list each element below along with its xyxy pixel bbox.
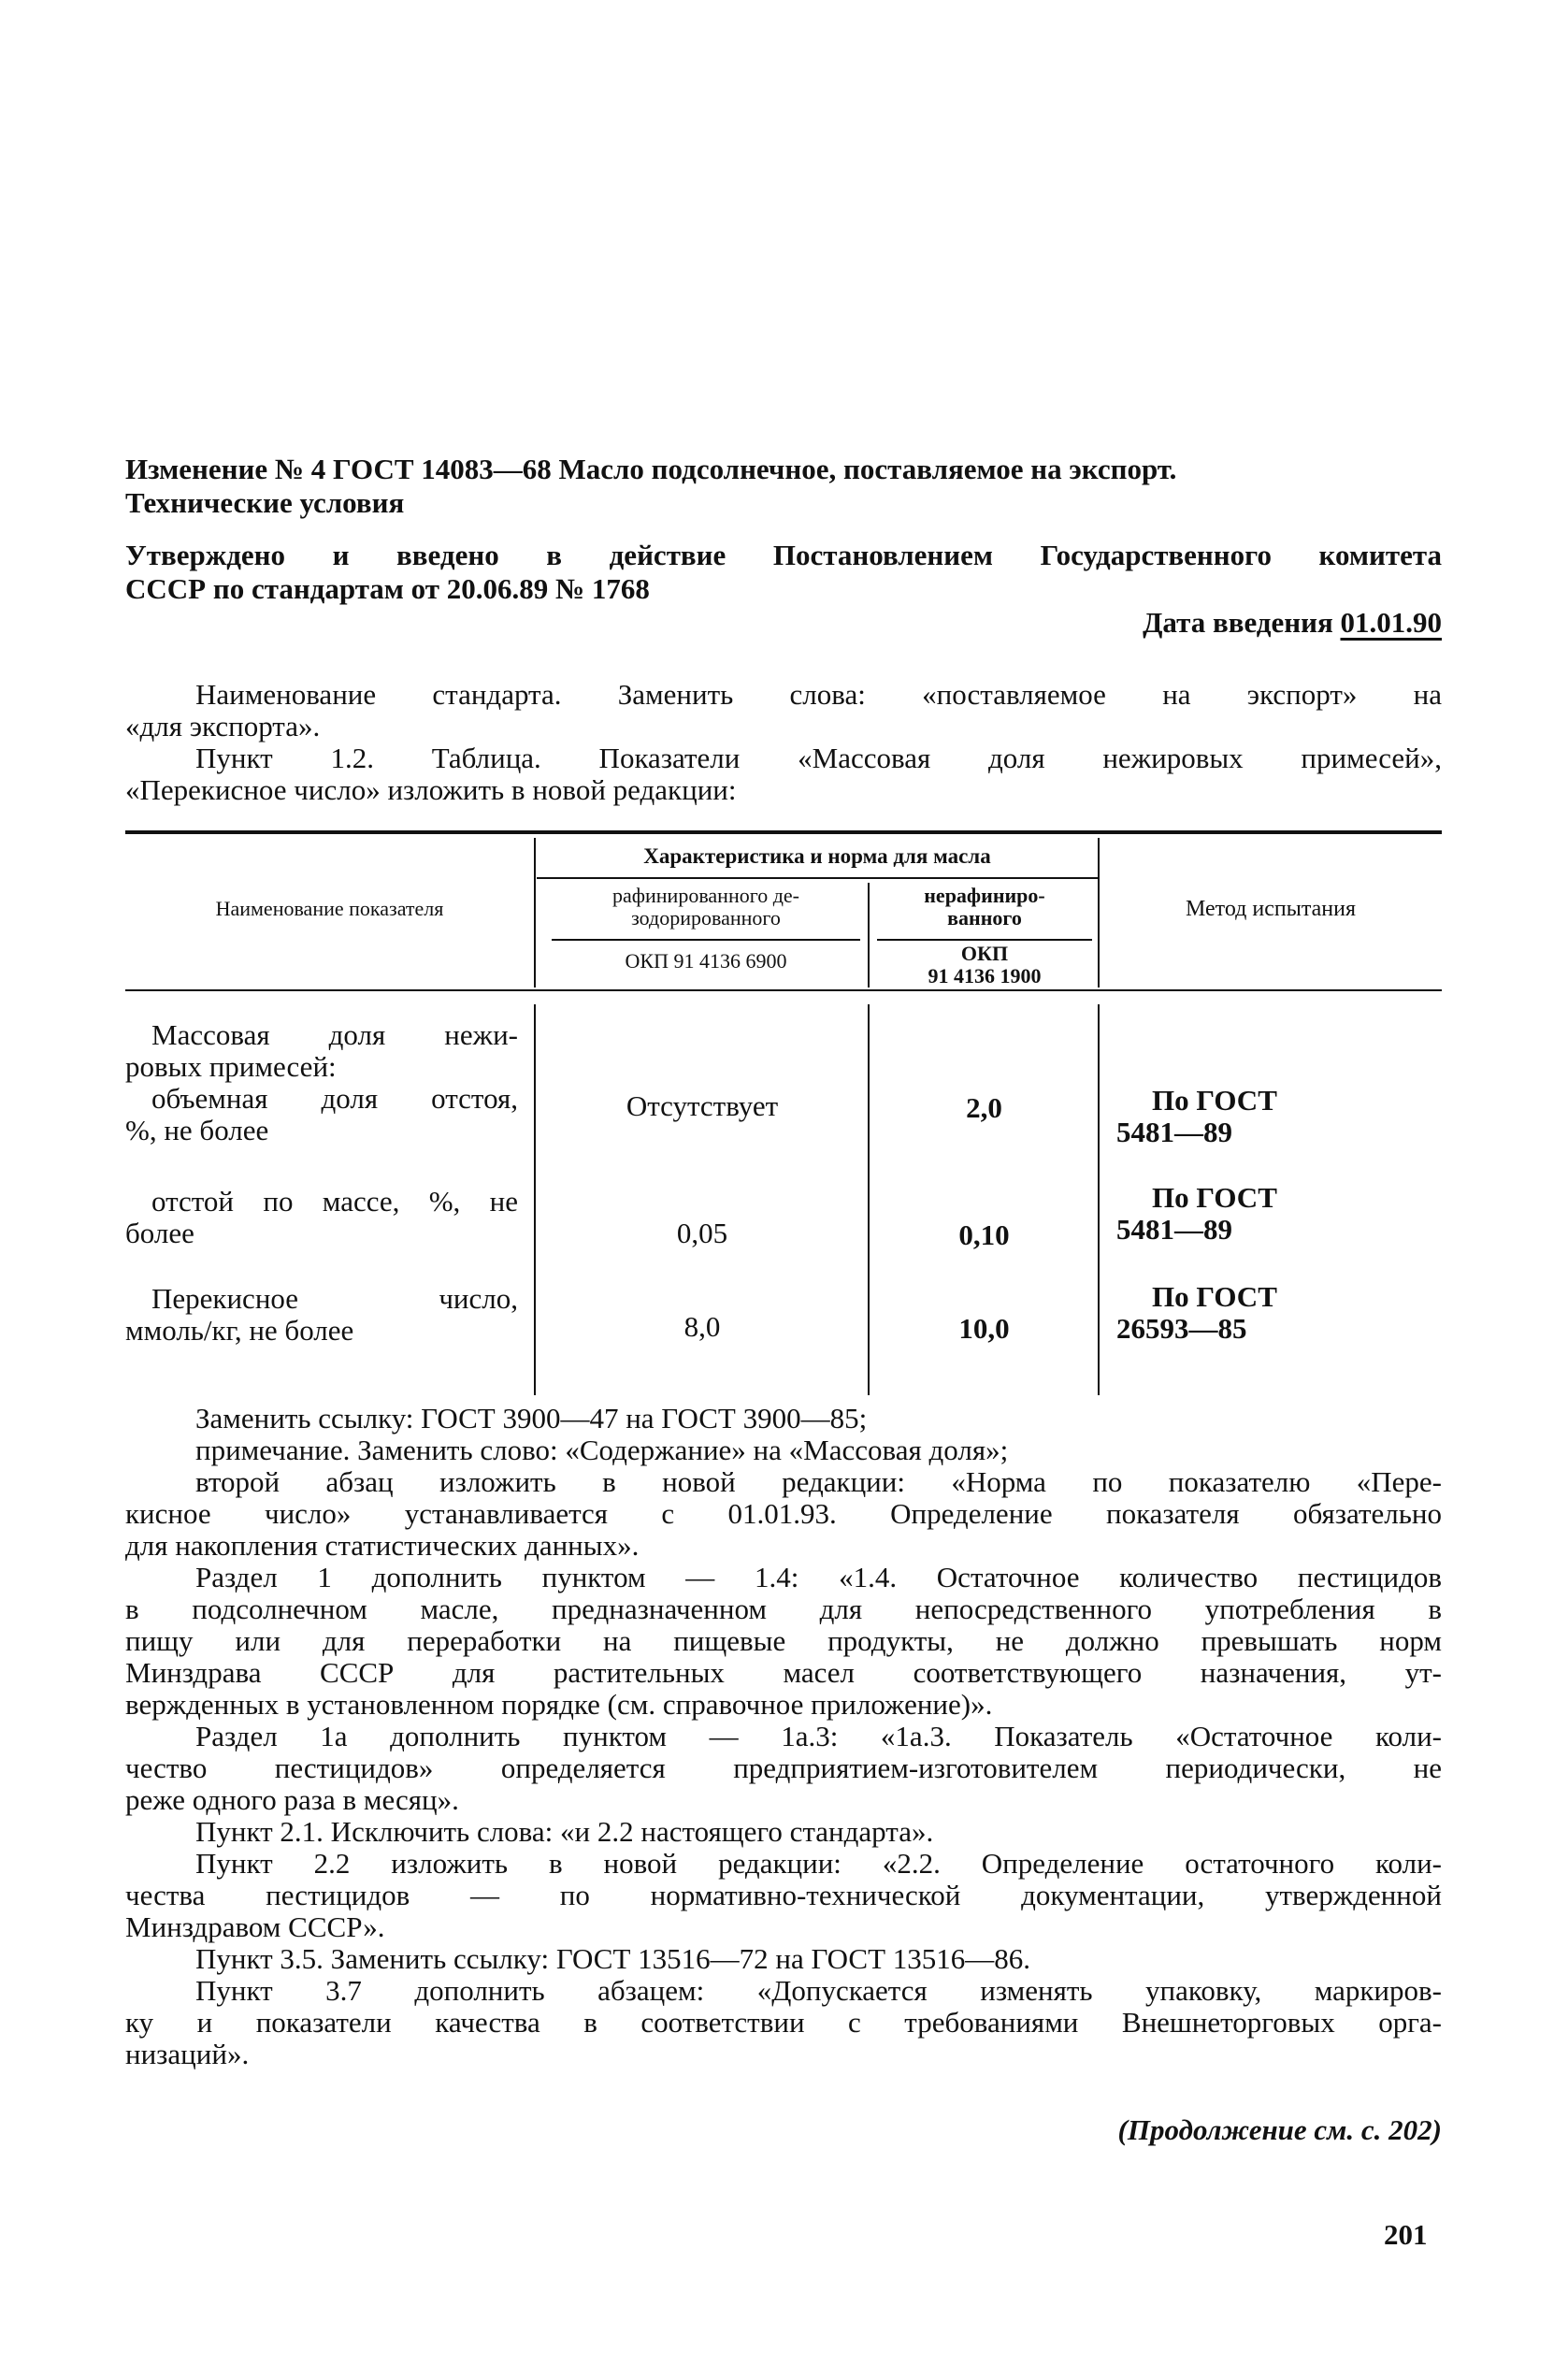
amendment-text-line: чества пестицидов — по нормативно-технической документации, утвержденной [125, 1879, 1442, 1911]
table-row-3-refined: 8,0 [683, 1310, 721, 1343]
refined-okp-rule [552, 939, 860, 941]
method-line: По ГОСТ [1152, 1280, 1277, 1313]
row-name-line: Перекисное число, [151, 1282, 518, 1315]
body-divider-2 [868, 1004, 870, 1395]
table-row-1-name [125, 1083, 518, 1146]
table-row-2-method [1116, 1182, 1434, 1246]
table-row-2-unrefined: 0,10 [958, 1218, 1010, 1251]
amendment-text-line: Заменить ссылку: ГОСТ 3900—47 на ГОСТ 3900—85; [195, 1402, 868, 1434]
header-divider-1 [534, 838, 536, 987]
intro-paragraphs [125, 679, 1442, 806]
row-name-line: ровых примесей: [125, 1050, 337, 1083]
body-divider-1 [534, 1004, 536, 1395]
table-header-rule [125, 989, 1442, 991]
intro-p2-line-2: «Перекисное число» изложить в новой редакции: [125, 773, 737, 806]
row-name-line: объемная доля отстоя, [151, 1082, 518, 1115]
amendment-text-line: низаций». [125, 2038, 250, 2070]
table-row-1-method [1116, 1085, 1434, 1148]
table-row-3-name [125, 1283, 518, 1347]
table-row-3-method [1116, 1281, 1434, 1345]
amendment-body [125, 1403, 1442, 2070]
method-line: По ГОСТ [1152, 1181, 1277, 1214]
amendment-text-line: Минздравом СССР». [125, 1910, 385, 1943]
group-header-rule [537, 877, 1098, 879]
refined-okp: ОКП 91 4136 6900 [625, 949, 787, 973]
amendment-text-line: вержденных в установленном порядке (см. справочное приложение)». [125, 1688, 993, 1721]
effective-date [125, 606, 1442, 640]
amendment-text-line: пищу или для переработки на пищевые продукты, не должно превышать норм [125, 1624, 1442, 1657]
method-line: 5481—89 [1116, 1116, 1232, 1148]
unrefined-header-line-1: нерафиниро- [924, 884, 1045, 907]
amendment-text-line: примечание. Заменить слово: «Содержание» на «Массовая доля»; [195, 1434, 1009, 1466]
table-row-1-refined: Отсутствует [626, 1089, 779, 1122]
amendment-text-line: реже одного раза в месяц». [125, 1783, 459, 1816]
amendment-text-line: Пункт 2.2 изложить в новой редакции: «2.2. Определение остаточного коли- [195, 1847, 1442, 1880]
table-row-3-unrefined: 10,0 [958, 1312, 1010, 1345]
amendment-title-line-1: Изменение № 4 ГОСТ 14083—68 Масло подсолнечное, поставляемое на экспорт. [125, 453, 1177, 485]
unrefined-header [877, 885, 1092, 930]
amendment-text-line: Пункт 2.1. Исключить слова: «и 2.2 настоящего стандарта». [195, 1815, 934, 1848]
table-row-2-name [125, 1186, 518, 1249]
method-line: 5481—89 [1116, 1213, 1232, 1246]
amendment-text-line: второй абзац изложить в новой редакции: «Норма по показателю «Пере- [195, 1465, 1442, 1498]
refined-header [552, 885, 860, 930]
amendment-text-line: Пункт 3.7 дополнить абзацем: «Допускается изменять упаковку, маркиров- [195, 1974, 1442, 2007]
group-header: Характеристика и норма для масла [643, 844, 991, 868]
effective-date-value: 01.01.90 [1340, 606, 1442, 639]
amendment-text-line: чество пестицидов» определяется предприятием-изготовителем периодически, не [125, 1751, 1442, 1784]
page-number: 201 [1384, 2218, 1428, 2251]
col-method-header: Метод испытания [1186, 897, 1356, 921]
table-row-1-unrefined: 2,0 [966, 1091, 1002, 1124]
approval-line-2: СССР по стандартам от 20.06.89 № 1768 [125, 572, 650, 605]
amendment-text-line: Раздел 1а дополнить пунктом — 1а.3: «1а.3. Показатель «Остаточное коли- [195, 1720, 1442, 1752]
unrefined-header-line-2: ванного [947, 906, 1022, 930]
approval-statement [125, 539, 1442, 606]
unrefined-okp-line-2: 91 4136 1900 [928, 964, 1042, 987]
intro-p1-line-2: «для экспорта». [125, 710, 321, 742]
unrefined-okp-rule [877, 939, 1092, 941]
amendment-text-line: Раздел 1 дополнить пунктом — 1.4: «1.4. Остаточное количество пестицидов [195, 1561, 1442, 1593]
method-line: 26593—85 [1116, 1312, 1247, 1345]
approval-line-1: Утверждено и введено в действие Постановлением Государственного комитета [125, 539, 1442, 571]
effective-date-label: Дата введения [1143, 606, 1333, 639]
amendment-text-line: для накопления статистических данных». [125, 1529, 640, 1562]
table-top-rule [125, 830, 1442, 834]
amendment-text-line: кисное число» устанавливается с 01.01.93. Определение показателя обязательно [125, 1497, 1442, 1530]
amendment-text-line: ку и показатели качества в соответствии с требованиями Внешнеторговых орга- [125, 2006, 1442, 2039]
unrefined-okp-line-1: ОКП [960, 942, 1009, 965]
row-name-line: Массовая доля нежи- [151, 1018, 518, 1051]
refined-header-line-2: зодорированного [631, 906, 781, 930]
intro-p2-line-1: Пункт 1.2. Таблица. Показатели «Массовая доля нежировых примесей», [195, 742, 1442, 774]
amendment-text-line: Минздрава СССР для растительных масел соответствующего назначения, ут- [125, 1656, 1442, 1689]
body-divider-3 [1098, 1004, 1100, 1395]
intro-p1-line-1: Наименование стандарта. Заменить слова: «поставляемое на экспорт» на [195, 678, 1442, 711]
unrefined-okp [877, 943, 1092, 987]
amendment-header [125, 453, 1442, 520]
table-row-group-name [125, 1019, 518, 1083]
header-divider-2 [868, 883, 870, 987]
row-name-line: ммоль/кг, не более [125, 1314, 354, 1347]
indicators-table [125, 830, 1442, 1429]
continuation-note: (Продолжение см. с. 202) [1117, 2113, 1442, 2146]
method-line: По ГОСТ [1152, 1084, 1277, 1117]
amendment-text-line: в подсолнечном масле, предназначенном для непосредственного употребления в [125, 1593, 1442, 1625]
row-name-line: более [125, 1217, 194, 1249]
refined-header-line-1: рафинированного де- [611, 884, 799, 907]
row-name-line: отстой по массе, %, не [151, 1185, 518, 1218]
amendment-title-line-2: Технические условия [125, 486, 405, 519]
row-name-line: %, не более [125, 1114, 269, 1146]
col-name-header: Наименование показателя [215, 897, 444, 920]
table-row-2-refined: 0,05 [676, 1217, 728, 1249]
amendment-text-line: Пункт 3.5. Заменить ссылку: ГОСТ 13516—72 на ГОСТ 13516—86. [195, 1942, 1031, 1975]
